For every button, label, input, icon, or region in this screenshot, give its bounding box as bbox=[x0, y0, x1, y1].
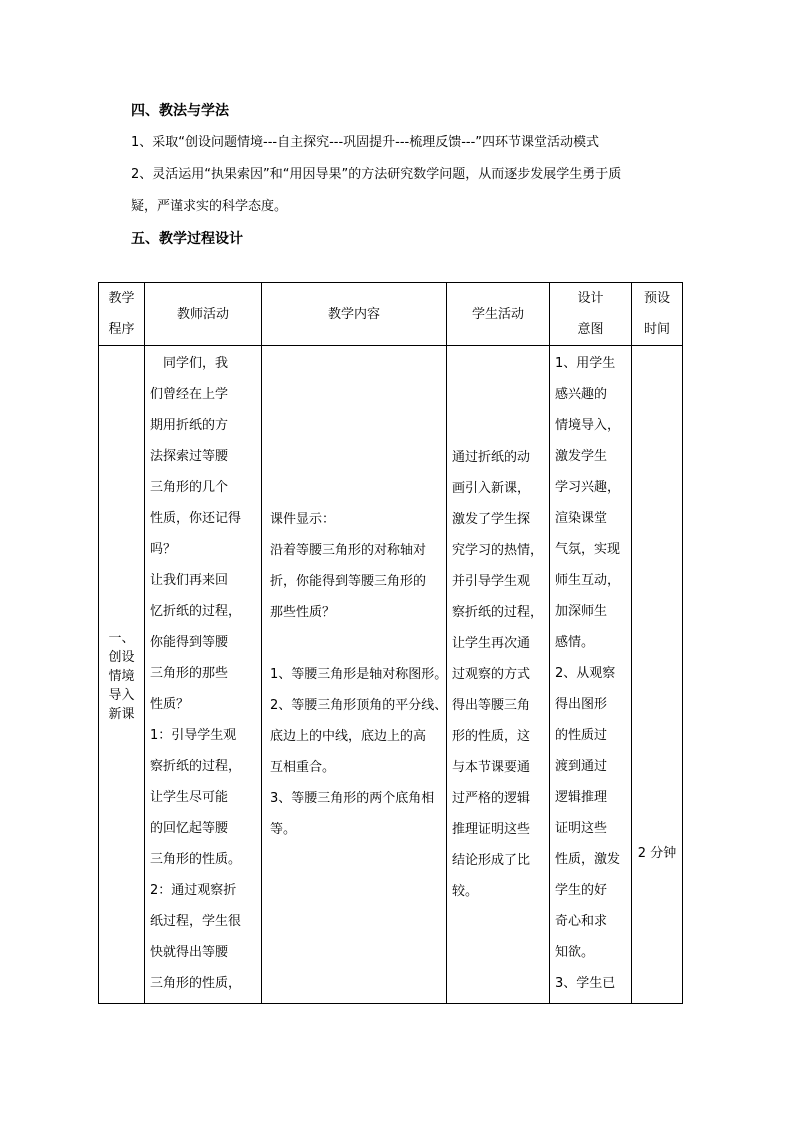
cell-line: 2：通过观察折 bbox=[150, 883, 237, 898]
cell-line: 快就得出等腰 bbox=[150, 945, 229, 960]
cell-line: 性质，激发 bbox=[555, 852, 621, 867]
cell-line: 逻辑推理 bbox=[555, 790, 608, 805]
header-design bbox=[550, 283, 632, 346]
header-teacher: 教师活动 bbox=[145, 283, 262, 346]
cell-line: 三角形的性质。 bbox=[150, 852, 242, 867]
cell-line: 较。 bbox=[452, 884, 479, 899]
cell-line: 纸过程，学生很 bbox=[150, 914, 242, 929]
time-text: 2 分钟 bbox=[637, 846, 677, 861]
cell-line: 与本节课要通 bbox=[452, 760, 531, 775]
cell-line: 加深师生 bbox=[555, 604, 608, 619]
design-lines bbox=[555, 348, 626, 999]
cell-line: 法探索过等腰 bbox=[150, 449, 229, 464]
cell-line: 1、等腰三角形是轴对称图形。 bbox=[270, 667, 448, 682]
header-time bbox=[632, 283, 683, 346]
cell-line: 等。 bbox=[270, 822, 297, 837]
cell-line: 气氛，实现 bbox=[555, 542, 621, 557]
header-stage bbox=[99, 283, 145, 346]
cell-line: 3、等腰三角形的两个底角相 bbox=[270, 791, 435, 806]
cell-line: 折，你能得到等腰三角形的 bbox=[270, 574, 427, 589]
cell-line: 通过折纸的动 bbox=[452, 450, 531, 465]
cell-line: 学习兴趣， bbox=[555, 480, 621, 495]
teacher-activity-cell bbox=[145, 346, 262, 1004]
teaching-content-cell bbox=[262, 346, 447, 1004]
cell-line: 察折纸的过程， bbox=[150, 759, 242, 774]
cell-line: 结论形成了比 bbox=[452, 853, 531, 868]
cell-line: 们曾经在上学 bbox=[150, 387, 229, 402]
cell-line: 情境导入， bbox=[555, 418, 621, 433]
cell-line: 1、用学生 bbox=[555, 356, 616, 371]
cell-line: 让我们再来回 bbox=[150, 573, 229, 588]
cell-line: 让学生尽可能 bbox=[150, 790, 229, 805]
cell-line: 那些性质？ bbox=[270, 605, 336, 620]
cell-line: 感兴趣的 bbox=[555, 387, 608, 402]
cell-line: 创设 bbox=[108, 650, 135, 665]
cell-line: 吗？ bbox=[150, 542, 177, 557]
cell-line: 形的性质，这 bbox=[452, 729, 531, 744]
cell-line: 忆折纸的过程， bbox=[150, 604, 242, 619]
cell-line: 同学们，我 bbox=[150, 356, 229, 371]
cell-line: 三角形的几个 bbox=[150, 480, 229, 495]
cell-line: 2、等腰三角形顶角的平分线、 bbox=[270, 698, 448, 713]
cell-line: 知欲。 bbox=[555, 945, 595, 960]
stage-cell bbox=[99, 346, 145, 1004]
header-text: 时间 bbox=[643, 322, 670, 337]
section-4-item-2-line-1: 2、灵活运用“执果索因”和“用因导果”的方法研究数学问题，从而逐步发展学生勇于质 bbox=[131, 167, 622, 182]
cell-line: 得出等腰三角 bbox=[452, 698, 531, 713]
cell-line: 1：引导学生观 bbox=[150, 728, 237, 743]
design-intent-cell bbox=[550, 346, 632, 1004]
section-4-heading: 四、教法与学法 bbox=[131, 103, 229, 119]
cell-line: 激发了学生探 bbox=[452, 512, 531, 527]
section-4-item-2-line-2: 疑，严谨求实的科学态度。 bbox=[131, 199, 288, 214]
cell-line: 的回忆起等腰 bbox=[150, 821, 229, 836]
header-content: 教学内容 bbox=[262, 283, 447, 346]
cell-line: 新课 bbox=[108, 707, 135, 722]
section-4-item-1: 1、采取“创设问题情境---自主探究---巩固提升---梳理反馈---”四环节课堂活动模式 bbox=[131, 135, 600, 150]
header-text: 程序 bbox=[108, 322, 135, 337]
header-text: 设计 bbox=[577, 291, 604, 306]
cell-line: 课件显示： bbox=[270, 512, 336, 527]
section-5-heading: 五、教学过程设计 bbox=[131, 231, 243, 247]
cell-line: 渡到通过 bbox=[555, 759, 608, 774]
cell-line: 你能得到等腰 bbox=[150, 635, 229, 650]
student-activity-cell bbox=[447, 346, 550, 1004]
teaching-process-table bbox=[98, 282, 683, 1004]
cell-line: 感情。 bbox=[555, 635, 595, 650]
cell-line: 性质，你还记得 bbox=[150, 511, 242, 526]
cell-line: 性质？ bbox=[150, 697, 190, 712]
cell-line: 察折纸的过程， bbox=[452, 605, 544, 620]
cell-line: 沿着等腰三角形的对称轴对 bbox=[270, 543, 427, 558]
cell-line: 激发学生 bbox=[555, 449, 608, 464]
cell-line: 让学生再次通 bbox=[452, 636, 531, 651]
table-row bbox=[99, 346, 683, 1004]
cell-line: 互相重合。 bbox=[270, 760, 336, 775]
student-lines bbox=[452, 442, 544, 907]
cell-line: 三角形的性质， bbox=[150, 976, 242, 991]
cell-line: 得出图形 bbox=[555, 697, 608, 712]
header-text: 教学 bbox=[108, 291, 135, 306]
cell-line: 底边上的中线，底边上的高 bbox=[270, 729, 427, 744]
cell-line: 并引导学生观 bbox=[452, 574, 531, 589]
cell-line bbox=[270, 628, 441, 659]
header-text: 意图 bbox=[577, 322, 604, 337]
cell-line: 渲染课堂 bbox=[555, 511, 608, 526]
cell-line: 过严格的逻辑 bbox=[452, 791, 531, 806]
cell-line: 2、从观察 bbox=[555, 666, 616, 681]
cell-line: 导入 bbox=[108, 688, 135, 703]
cell-line: 证明这些 bbox=[555, 821, 608, 836]
cell-line: 师生互动， bbox=[555, 573, 621, 588]
table-header-row bbox=[99, 283, 683, 346]
cell-line: 过观察的方式 bbox=[452, 667, 531, 682]
cell-line: 究学习的热情， bbox=[452, 543, 544, 558]
cell-line: 3、学生已 bbox=[555, 976, 616, 991]
stage-lines bbox=[99, 627, 144, 722]
teacher-lines bbox=[150, 348, 256, 999]
cell-line: 奇心和求 bbox=[555, 914, 608, 929]
content-lines bbox=[270, 504, 448, 845]
cell-line: 画引入新课， bbox=[452, 481, 531, 496]
header-text: 预设 bbox=[643, 291, 670, 306]
cell-line: 推理证明这些 bbox=[452, 822, 531, 837]
cell-line: 学生的好 bbox=[555, 883, 608, 898]
cell-line: 情境 bbox=[108, 669, 135, 684]
cell-line: 三角形的那些 bbox=[150, 666, 229, 681]
time-cell bbox=[632, 346, 683, 1004]
cell-line: 期用折纸的方 bbox=[150, 418, 229, 433]
cell-line: 一、 bbox=[108, 631, 135, 646]
header-student: 学生活动 bbox=[447, 283, 550, 346]
cell-line: 的性质过 bbox=[555, 728, 608, 743]
